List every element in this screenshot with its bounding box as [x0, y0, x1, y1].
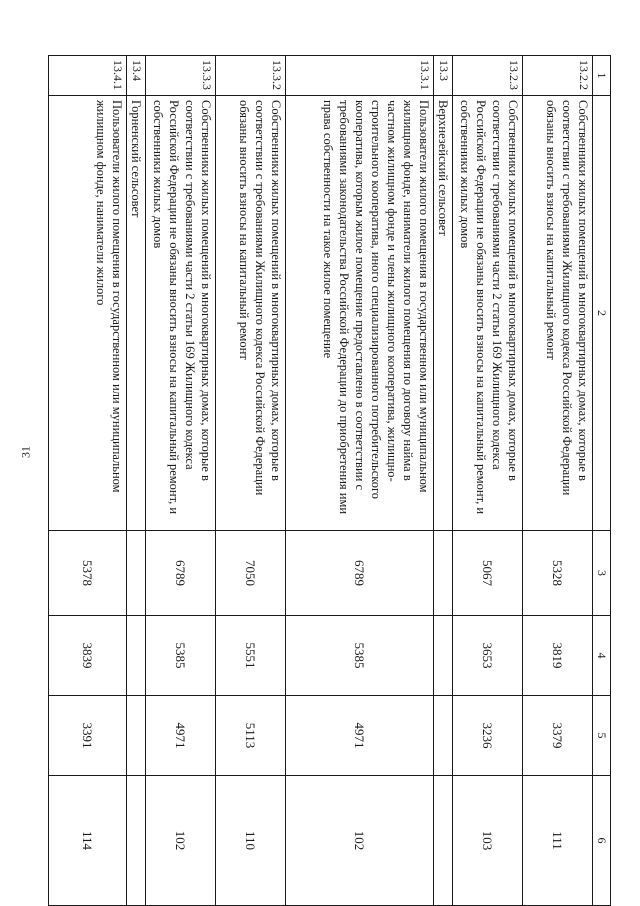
cell-value: 5385 — [286, 616, 434, 696]
header-row — [593, 56, 611, 906]
cell-value — [127, 616, 146, 696]
cell-value: 3819 — [523, 616, 593, 696]
cell-value — [434, 616, 453, 696]
row-code: 13.4 — [127, 56, 146, 96]
cell-value: 6789 — [146, 531, 216, 616]
cell-value: 5385 — [146, 616, 216, 696]
row-code: 13.3 — [434, 56, 453, 96]
tariff-table — [48, 55, 611, 906]
cell-value: 4971 — [146, 696, 216, 776]
row-code: 13.3.2 — [216, 56, 286, 96]
table-row — [146, 56, 216, 906]
cell-value: 5067 — [453, 531, 523, 616]
column-header: 2 — [593, 96, 611, 531]
cell-value — [434, 696, 453, 776]
cell-value: 6789 — [286, 531, 434, 616]
document-page — [48, 55, 611, 905]
row-description: Пользователи жилого помещения в государственном или муниципальном жилищном фонде, наниматели жилого помещения по договору найма в частном жилищном фонде и члены жилищного кооператива, жилищно-строительного кооператива, иного специализированного потребительского кооператива, которым жилое помещение предоставлено в соответствии с требованиями законодательства Российской Федерации до приобретения ими права собственности на такое жилое помещение — [286, 96, 434, 531]
cell-value: 102 — [286, 776, 434, 906]
row-description: Пользователи жилого помещения в государственном или муниципальном жилищном фонде, наниматели жилого — [49, 96, 127, 531]
table-row — [453, 56, 523, 906]
column-header: 4 — [593, 616, 611, 696]
cell-value — [434, 531, 453, 616]
cell-value: 111 — [523, 776, 593, 906]
cell-value: 3391 — [49, 696, 127, 776]
row-code: 13.2.2 — [523, 56, 593, 96]
cell-value: 3236 — [453, 696, 523, 776]
row-code: 13.3.3 — [146, 56, 216, 96]
cell-value: 110 — [216, 776, 286, 906]
cell-value: 103 — [453, 776, 523, 906]
section-row — [127, 56, 146, 906]
cell-value: 3653 — [453, 616, 523, 696]
row-code: 13.4.1 — [49, 56, 127, 96]
table-row — [216, 56, 286, 906]
cell-value: 5551 — [216, 616, 286, 696]
cell-value — [434, 776, 453, 906]
cell-value: 114 — [49, 776, 127, 906]
section-title: Горненский сельсовет — [127, 96, 146, 531]
table-row — [49, 56, 127, 906]
section-row — [434, 56, 453, 906]
cell-value: 102 — [146, 776, 216, 906]
column-header: 1 — [593, 56, 611, 96]
page-number: 31 — [18, 446, 33, 458]
row-description: Собственники жилых помещений в многоквартирных домах, которые в соответствии с требованиями Жилищного кодекса Российской Федерации обязаны вносить взносы на капитальный ремонт — [216, 96, 286, 531]
cell-value: 7050 — [216, 531, 286, 616]
cell-value — [127, 531, 146, 616]
cell-value: 4971 — [286, 696, 434, 776]
cell-value: 5113 — [216, 696, 286, 776]
row-code: 13.2.3 — [453, 56, 523, 96]
cell-value: 3379 — [523, 696, 593, 776]
cell-value — [127, 696, 146, 776]
table-row — [286, 56, 434, 906]
row-code: 13.3.1 — [286, 56, 434, 96]
cell-value: 5328 — [523, 531, 593, 616]
row-description: Собственники жилых помещений в многоквартирных домах, которые в соответствии с требованиями Жилищного кодекса Российской Федерации обязаны вносить взносы на капитальный ремонт — [523, 96, 593, 531]
table-row — [523, 56, 593, 906]
cell-value: 5378 — [49, 531, 127, 616]
row-description: Собственники жилых помещений в многоквартирных домах, которые в соответствии с требованиями части 2 статьи 169 Жилищного кодекса Российской Федерации не обязаны вносить взносы на капитальный ремонт, и собственники жилых домов — [146, 96, 216, 531]
cell-value — [127, 776, 146, 906]
column-header: 6 — [593, 776, 611, 906]
cell-value: 3839 — [49, 616, 127, 696]
row-description: Собственники жилых помещений в многоквартирных домах, которые в соответствии с требованиями части 2 статьи 169 Жилищного кодекса Российской Федерации не обязаны вносить взносы на капитальный ремонт, и собственники жилых домов — [453, 96, 523, 531]
column-header: 5 — [593, 696, 611, 776]
column-header: 3 — [593, 531, 611, 616]
section-title: Верхнезейский сельсовет — [434, 96, 453, 531]
